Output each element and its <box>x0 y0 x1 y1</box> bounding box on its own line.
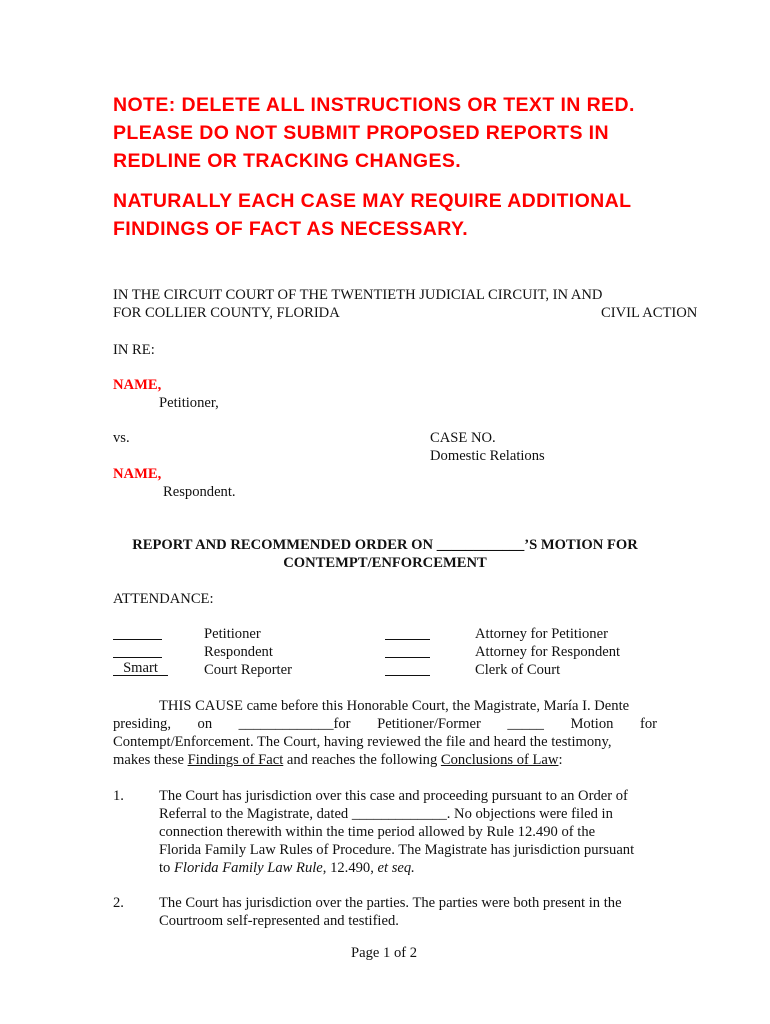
respondent-role: Respondent. <box>163 484 236 500</box>
attendance-left-column <box>113 625 292 679</box>
attendance-label: Respondent <box>204 644 273 660</box>
item-2-line-2: Courtroom self-represented and testified. <box>159 913 399 929</box>
attendance-right-column <box>385 625 620 679</box>
attendance-row-petitioner <box>113 625 292 643</box>
civil-action-label: CIVIL ACTION <box>601 305 698 321</box>
document-title-line-1: REPORT AND RECOMMENDED ORDER ON ____________’S MOTION FOR <box>132 537 638 553</box>
attendance-label: Attorney for Petitioner <box>475 626 608 642</box>
attendance-mark-field[interactable] <box>385 625 430 640</box>
item-1-number: 1. <box>113 788 124 804</box>
item-1-line-1: The Court has jurisdiction over this case and proceeding pursuant to an Order of <box>159 788 628 804</box>
respondent-name: NAME, <box>113 466 162 482</box>
item-1-line-2: Referral to the Magistrate, dated _____________. No objections were filed in <box>159 806 613 822</box>
attendance-row-respondent <box>113 643 292 661</box>
findings-of-fact-link: Findings of Fact <box>187 752 284 768</box>
intro-line-2: presiding, on _____________for Petitioner/Former _____ Motion for <box>113 716 657 732</box>
attendance-row-clerk <box>385 661 620 679</box>
attendance-label: Clerk of Court <box>475 662 561 678</box>
item-1-line-4: Florida Family Law Rules of Procedure. The Magistrate has jurisdiction pursuant <box>159 842 635 858</box>
instruction-note-findings: NATURALLY EACH CASE MAY REQUIRE ADDITIONAL FINDINGS OF FACT AS NECESSARY. <box>113 190 632 240</box>
attendance-mark-field[interactable] <box>113 625 162 640</box>
attendance-mark-field[interactable]: Smart <box>113 661 168 676</box>
instruction-note-redline: NOTE: DELETE ALL INSTRUCTIONS OR TEXT IN RED. PLEASE DO NOT SUBMIT PROPOSED REPORTS IN REDLINE OR TRACKING CHANGES. <box>113 94 635 172</box>
attendance-label: Petitioner <box>204 626 261 642</box>
case-number-label: CASE NO. <box>430 430 496 446</box>
intro-line-3: Contempt/Enforcement. The Court, having reviewed the file and heard the testimony, <box>113 734 612 750</box>
versus-label: vs. <box>113 430 130 446</box>
court-line-1: IN THE CIRCUIT COURT OF THE TWENTIETH JUDICIAL CIRCUIT, IN AND <box>113 287 603 303</box>
attendance-mark-field[interactable] <box>385 661 430 676</box>
intro-line-1: THIS CAUSE came before this Honorable Court, the Magistrate, María I. Dente <box>159 698 630 714</box>
document-title-line-2: CONTEMPT/ENFORCEMENT <box>283 555 487 571</box>
page-number: Page 1 of 2 <box>351 945 418 961</box>
item-2-number: 2. <box>113 895 124 911</box>
attendance-row-court-reporter <box>113 661 292 679</box>
petitioner-name: NAME, <box>113 377 162 393</box>
case-type-label: Domestic Relations <box>430 448 545 464</box>
attendance-mark-field[interactable] <box>385 643 430 658</box>
in-re-label: IN RE: <box>113 342 155 358</box>
item-1-line-5: to Florida Family Law Rule, 12.490, et seq. <box>159 860 415 876</box>
attendance-row-attorney-respondent <box>385 643 620 661</box>
item-1-line-3: connection therewith within the time period allowed by Rule 12.490 of the <box>159 824 596 840</box>
conclusions-of-law-link: Conclusions of Law <box>440 752 559 768</box>
attendance-label: Attorney for Respondent <box>475 644 621 660</box>
petitioner-role: Petitioner, <box>159 395 219 411</box>
attendance-heading: ATTENDANCE: <box>113 591 214 607</box>
court-line-2: FOR COLLIER COUNTY, FLORIDA <box>113 305 340 321</box>
intro-line-4: makes these Findings of Fact and reaches the following Conclusions of Law: <box>113 752 563 768</box>
attendance-label: Court Reporter <box>204 662 292 678</box>
item-2-line-1: The Court has jurisdiction over the parties. The parties were both present in the <box>159 895 622 911</box>
attendance-row-attorney-petitioner <box>385 625 620 643</box>
attendance-mark-field[interactable] <box>113 643 162 658</box>
